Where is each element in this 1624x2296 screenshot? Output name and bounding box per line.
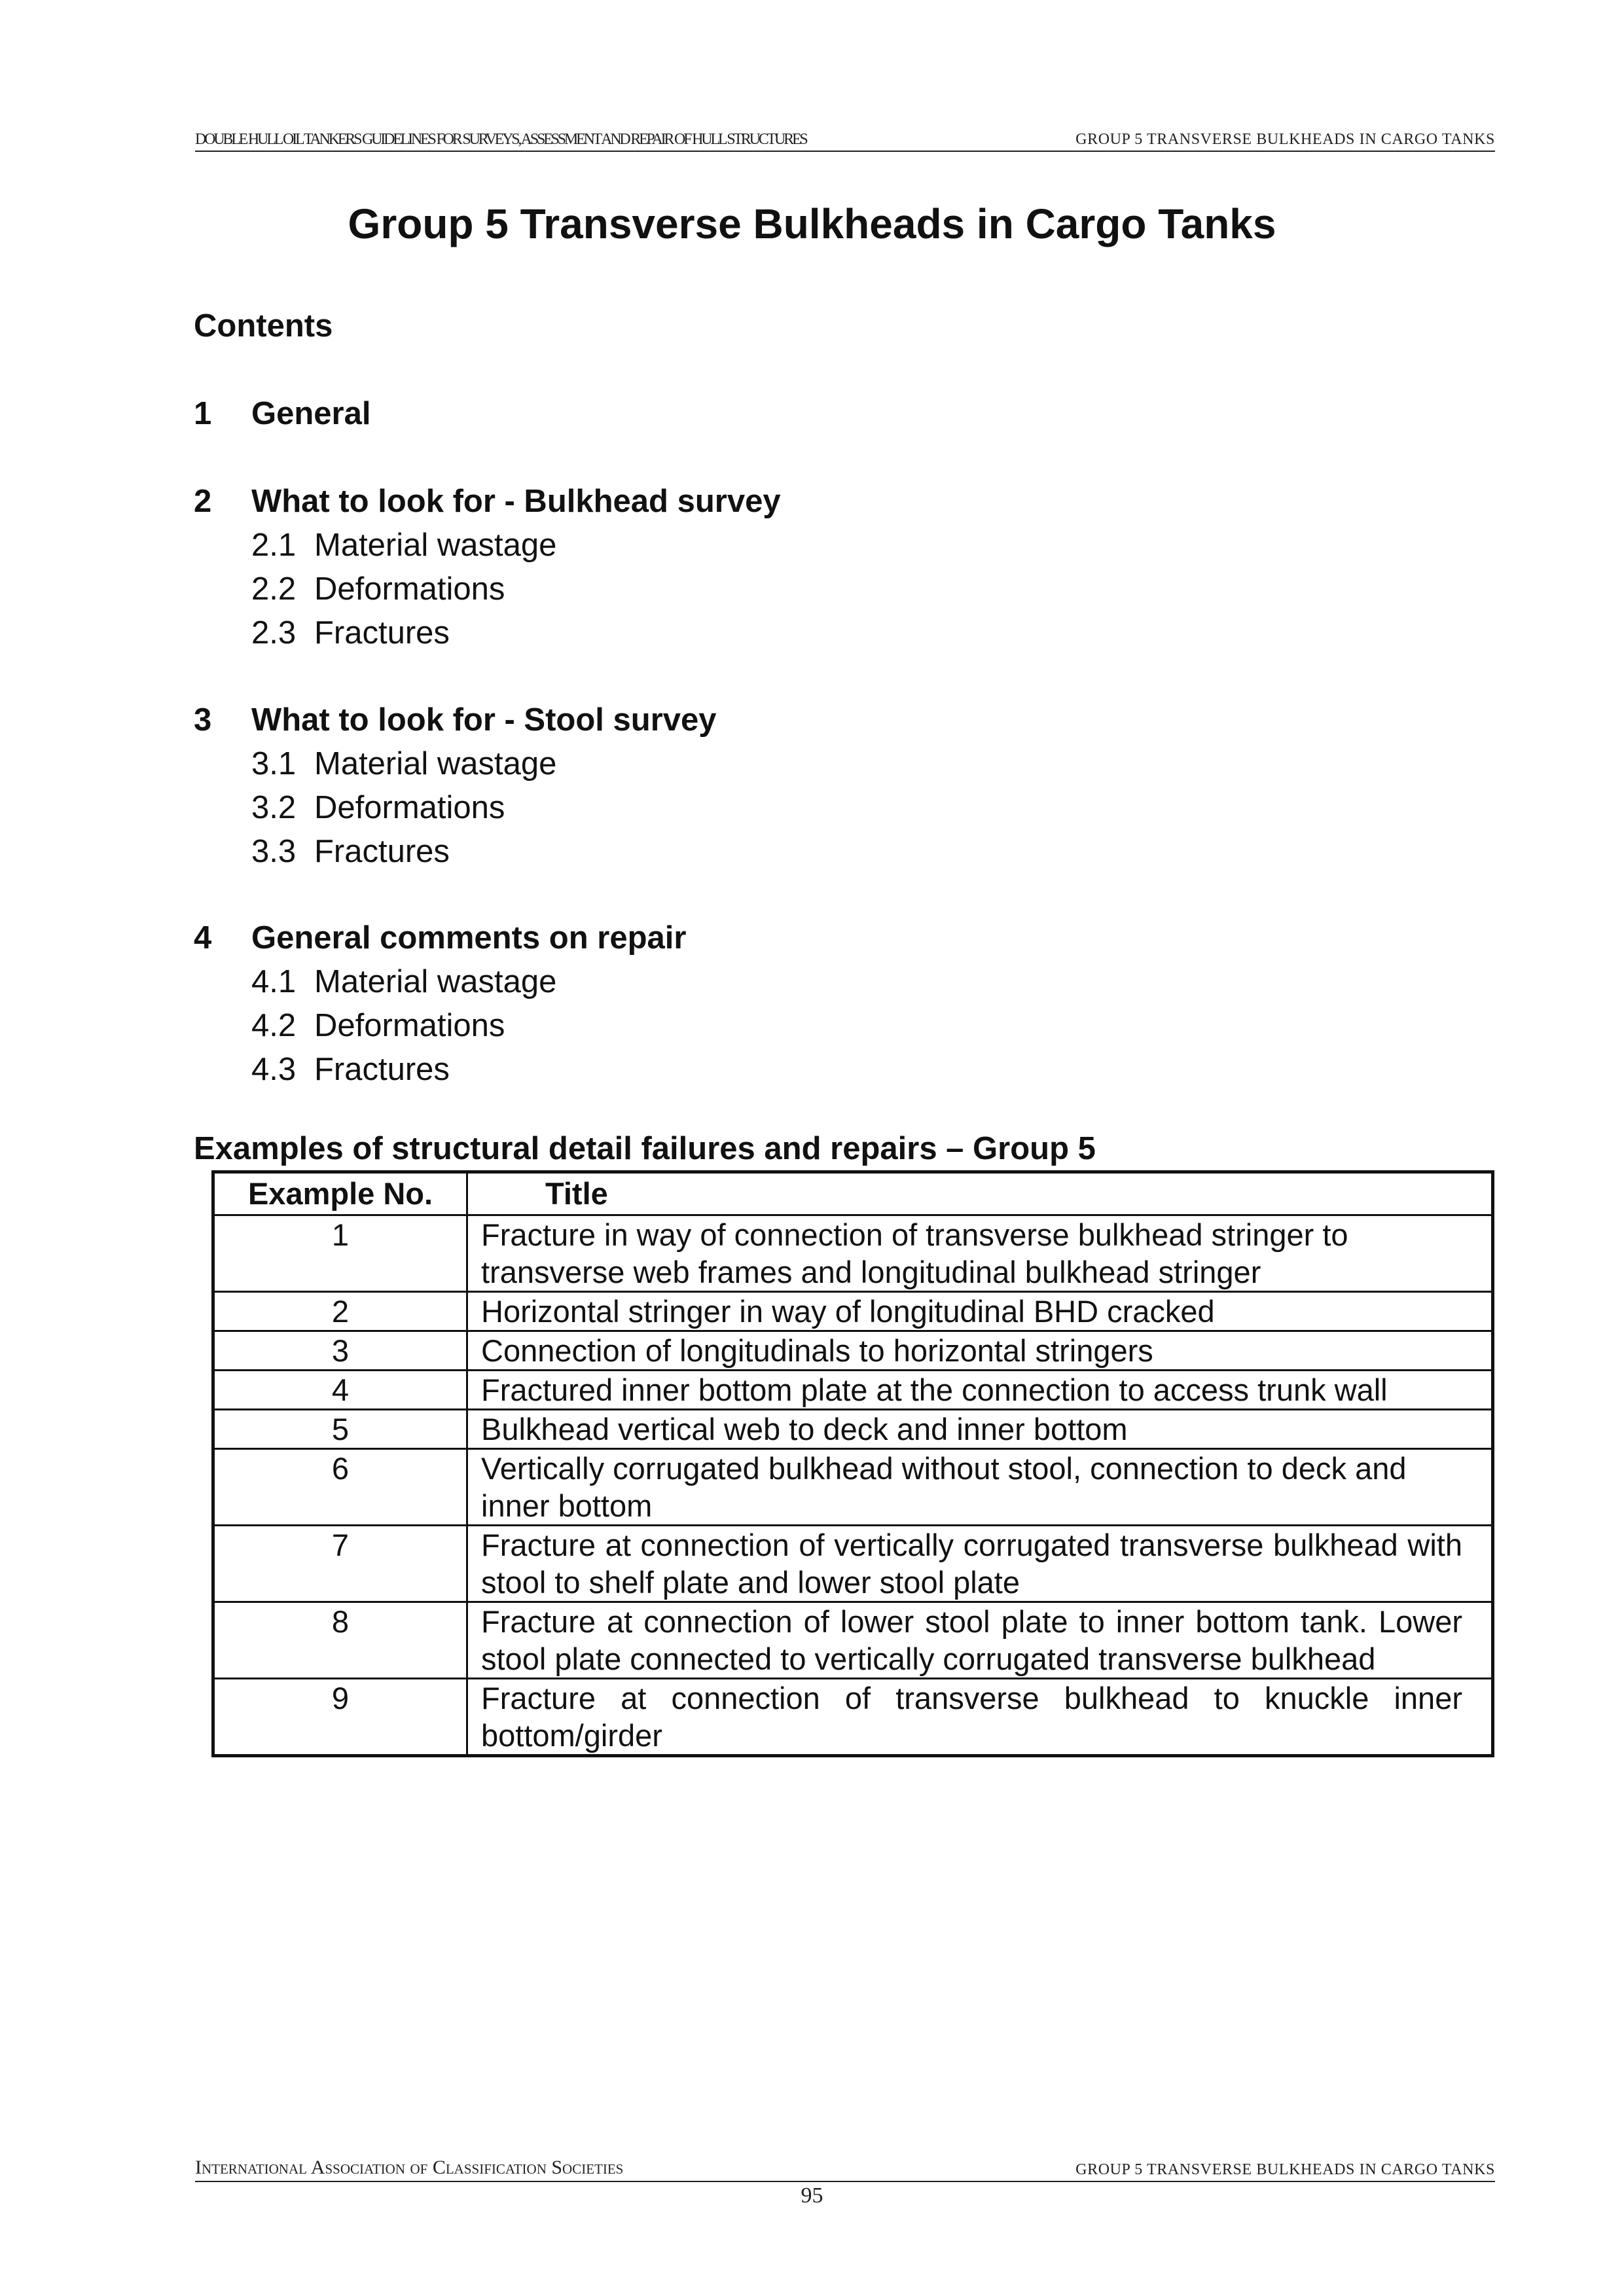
header-section-title: GROUP 5 TRANSVERSE BULKHEADS IN CARGO TANKS	[1075, 131, 1495, 148]
toc-subsection-number: 4.2	[251, 1008, 297, 1043]
toc-subsection	[251, 745, 556, 782]
example-title: Fracture in way of connection of transverse bulkhead stringer to transverse web frames and longitudinal bulkhead stringer	[467, 1215, 1493, 1292]
column-header-example-no: Example No.	[213, 1172, 467, 1215]
toc-section-number: 1	[194, 396, 212, 431]
running-header	[195, 128, 1495, 152]
toc-subsection-title: Deformations	[314, 1008, 505, 1043]
page-number: 95	[801, 2183, 823, 2208]
example-title: Vertically corrugated bulkhead without stool, connection to deck and inner bottom	[467, 1449, 1493, 1526]
table-row	[213, 1331, 1493, 1371]
table-row	[213, 1449, 1493, 1526]
toc-section-number: 4	[194, 920, 212, 956]
example-title: Bulkhead vertical web to deck and inner bottom	[467, 1410, 1493, 1449]
example-number: 4	[213, 1371, 467, 1410]
example-number: 6	[213, 1449, 467, 1526]
table-row	[213, 1410, 1493, 1449]
toc-subsection-number: 3.2	[251, 790, 297, 825]
toc-subsection-number: 3.1	[251, 746, 297, 781]
toc-subsection-number: 4.3	[251, 1052, 297, 1087]
toc-subsection	[251, 615, 450, 651]
toc-subsection-number: 3.3	[251, 834, 297, 869]
toc-subsection-title: Fractures	[314, 615, 450, 651]
contents-heading: Contents	[194, 308, 333, 344]
footer-organization: International Association of Classification Societies	[195, 2157, 624, 2178]
example-title: Horizontal stringer in way of longitudinal BHD cracked	[467, 1292, 1493, 1331]
toc-section-number: 2	[194, 484, 212, 519]
examples-heading: Examples of structural detail failures and repairs – Group 5	[194, 1131, 1096, 1166]
toc-subsection-title: Material wastage	[314, 528, 557, 563]
toc-subsection-number: 4.1	[251, 964, 297, 999]
table-row	[213, 1526, 1493, 1602]
table-header-row	[213, 1172, 1493, 1215]
example-number: 5	[213, 1410, 467, 1449]
example-number: 9	[213, 1679, 467, 1756]
toc-subsection-number: 2.2	[251, 571, 297, 607]
running-footer	[195, 2157, 1495, 2182]
table-row	[213, 1602, 1493, 1679]
table-row	[213, 1371, 1493, 1410]
toc-subsection-title: Fractures	[314, 1052, 450, 1087]
toc-subsection-title: Fractures	[314, 834, 450, 869]
example-title: Fracture at connection of lower stool plate to inner bottom tank. Lower stool plate connected to vertically corrugated transverse bulkhead	[467, 1602, 1493, 1679]
example-number: 8	[213, 1602, 467, 1679]
toc-subsection-title: Material wastage	[314, 964, 557, 999]
toc-subsection	[251, 571, 505, 607]
toc-subsection-title: Material wastage	[314, 746, 557, 781]
toc-section-title: What to look for - Stool survey	[251, 702, 717, 738]
toc-section-title: What to look for - Bulkhead survey	[251, 484, 781, 519]
toc-subsection	[251, 1007, 505, 1044]
examples-table	[211, 1170, 1494, 1757]
toc-subsection	[251, 1051, 450, 1088]
example-title: Fracture at connection of transverse bulkhead to knuckle inner bottom/girder	[467, 1679, 1493, 1756]
toc-subsection-title: Deformations	[314, 790, 505, 825]
table-row	[213, 1292, 1493, 1331]
table-row	[213, 1679, 1493, 1756]
example-title: Fracture at connection of vertically corrugated transverse bulkhead with stool to shelf plate and lower stool plate	[467, 1526, 1493, 1602]
toc-subsection	[251, 833, 450, 870]
toc-subsection	[251, 789, 505, 826]
example-title: Fractured inner bottom plate at the connection to access trunk wall	[467, 1371, 1493, 1410]
toc-subsection	[251, 963, 556, 1000]
example-number: 1	[213, 1215, 467, 1292]
toc-subsection-number: 2.1	[251, 528, 297, 563]
table-row	[213, 1215, 1493, 1292]
toc-section-title: General	[251, 396, 371, 431]
toc-subsection	[251, 527, 556, 564]
example-title: Connection of longitudinals to horizontal stringers	[467, 1331, 1493, 1371]
page-title: Group 5 Transverse Bulkheads in Cargo Tanks	[348, 200, 1276, 247]
toc-subsection-number: 2.3	[251, 615, 297, 651]
footer-section-title: GROUP 5 TRANSVERSE BULKHEADS IN CARGO TANKS	[1075, 2161, 1495, 2178]
toc-subsection-title: Deformations	[314, 571, 505, 607]
column-header-title: Title	[467, 1172, 1493, 1215]
example-number: 7	[213, 1526, 467, 1602]
example-number: 2	[213, 1292, 467, 1331]
toc-section-number: 3	[194, 702, 212, 738]
toc-section-title: General comments on repair	[251, 920, 687, 956]
example-number: 3	[213, 1331, 467, 1371]
header-document-title: DOUBLE HULL OIL TANKERS GUIDELINES FOR SURVEYS, ASSESSMENT AND REPAIR OF HULL STRUCTURES	[195, 131, 806, 148]
